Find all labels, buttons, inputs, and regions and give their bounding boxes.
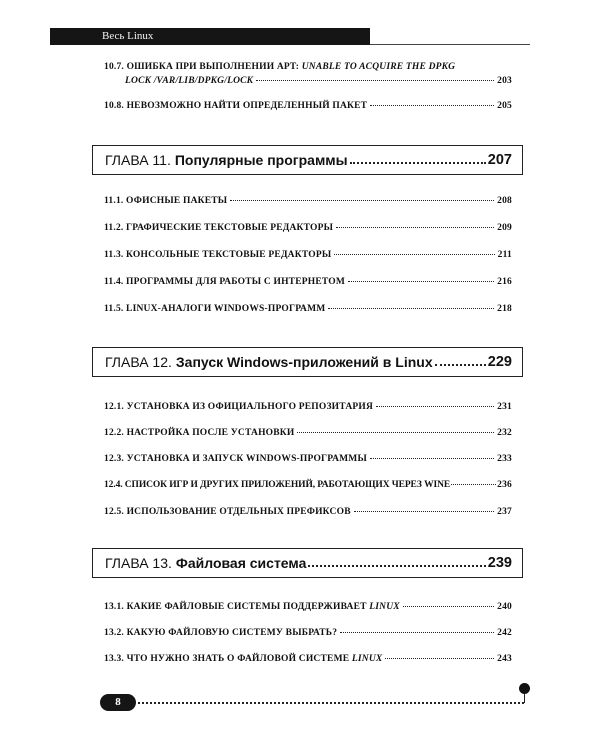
dot-leader	[435, 364, 486, 366]
toc-entry-12-5[interactable]	[104, 507, 512, 517]
dot-leader	[336, 227, 494, 228]
dot-leader	[340, 632, 494, 633]
dot-leader	[403, 606, 494, 607]
toc-entry-label: 11.2. ГРАФИЧЕСКИЕ ТЕКСТОВЫЕ РЕДАКТОРЫ	[104, 223, 334, 233]
toc-entry-11-4[interactable]	[104, 277, 512, 287]
dot-leader	[370, 458, 494, 459]
dot-leader	[297, 432, 494, 433]
toc-entry-12-4[interactable]	[104, 480, 512, 490]
dot-leader	[350, 162, 486, 164]
chapter-13-heading[interactable]	[92, 548, 523, 578]
chapter-label: ГЛАВА 11.	[105, 152, 171, 168]
toc-entry-label: 13.1. КАКИЕ ФАЙЛОВЫЕ СИСТЕМЫ ПОДДЕРЖИВАЕТ LINUX	[104, 602, 400, 612]
toc-entry-label: 11.5. LINUX-АНАЛОГИ WINDOWS-ПРОГРАММ	[104, 304, 326, 314]
chapter-label: ГЛАВА 12.	[105, 354, 172, 370]
footer-ornament-stem	[524, 694, 525, 703]
toc-entry-page: 216	[497, 277, 512, 287]
chapter-12-heading[interactable]	[92, 347, 523, 377]
toc-entry-label: 12.2. НАСТРОЙКА ПОСЛЕ УСТАНОВКИ	[104, 428, 295, 438]
toc-entry-page: 236	[497, 480, 512, 490]
toc-entry-13-1[interactable]	[104, 602, 512, 612]
dot-leader	[256, 80, 494, 81]
running-header-title: Весь Linux	[102, 30, 154, 42]
toc-entry-label: 11.3. КОНСОЛЬНЫЕ ТЕКСТОВЫЕ РЕДАКТОРЫ	[104, 250, 332, 260]
toc-entry-label: 12.5. ИСПОЛЬЗОВАНИЕ ОТДЕЛЬНЫХ ПРЕФИКСОВ	[104, 507, 351, 517]
dot-leader	[348, 281, 494, 282]
toc-entry-label: 11.4. ПРОГРАММЫ ДЛЯ РАБОТЫ С ИНТЕРНЕТОМ	[104, 277, 346, 287]
page-number: 8	[115, 696, 121, 708]
chapter-page: 207	[487, 152, 512, 168]
toc-entry-label: 12.4. СПИСОК ИГР И ДРУГИХ ПРИЛОЖЕНИЙ, РАБОТАЮЩИХ ЧЕРЕЗ WINE	[104, 480, 451, 490]
toc-entry-page: 242	[497, 628, 512, 638]
dot-leader	[308, 565, 485, 567]
toc-entry-page: 203	[497, 76, 512, 86]
toc-entry-label: 11.1. ОФИСНЫЕ ПАКЕТЫ	[104, 196, 228, 206]
chapter-label: ГЛАВА 13.	[105, 555, 172, 571]
dot-leader	[370, 105, 494, 106]
toc-entry-12-3[interactable]	[104, 454, 512, 464]
chapter-title: Файловая система	[175, 555, 307, 571]
footer-ornament-dot	[519, 683, 530, 694]
toc-entry-label: 10.8. НЕВОЗМОЖНО НАЙТИ ОПРЕДЕЛЕННЫЙ ПАКЕТ	[104, 101, 368, 111]
dot-leader	[334, 254, 494, 255]
toc-entry-13-3[interactable]	[104, 654, 512, 664]
toc-entry-11-1[interactable]	[104, 196, 512, 206]
toc-entry-label: 12.1. УСТАНОВКА ИЗ ОФИЦИАЛЬНОГО РЕПОЗИТАРИЯ	[104, 402, 374, 412]
toc-entry-page: 233	[497, 454, 512, 464]
toc-entry-label: 10.7. ОШИБКА ПРИ ВЫПОЛНЕНИИ APT: UNABLE TO ACQUIRE THE DPKG	[104, 62, 456, 72]
toc-entry-page: 209	[497, 223, 512, 233]
chapter-page: 239	[487, 555, 512, 571]
toc-entry-13-2[interactable]	[104, 628, 512, 638]
toc-entry-page: 208	[497, 196, 512, 206]
footer-dot-rule	[138, 702, 524, 704]
toc-entry-page: 218	[497, 304, 512, 314]
toc-entry-11-2[interactable]	[104, 223, 512, 233]
toc-entry-label-continued: LOCK /VAR/LIB/DPKG/LOCK	[125, 76, 254, 86]
chapter-title: Запуск Windows-приложений в Linux	[175, 354, 433, 370]
toc-entry-10-8[interactable]	[104, 101, 512, 111]
toc-entry-11-3[interactable]	[104, 250, 512, 260]
toc-entry-label: 13.2. КАКУЮ ФАЙЛОВУЮ СИСТЕМУ ВЫБРАТЬ?	[104, 628, 338, 638]
page-number-badge	[100, 694, 136, 711]
chapter-title: Популярные программы	[174, 152, 348, 168]
toc-entry-label: 12.3. УСТАНОВКА И ЗАПУСК WINDOWS-ПРОГРАММЫ	[104, 454, 367, 464]
toc-entry-11-5[interactable]	[104, 304, 512, 314]
toc-entry-page: 231	[497, 402, 512, 412]
dot-leader	[328, 308, 494, 309]
toc-entry-12-1[interactable]	[104, 402, 512, 412]
toc-entry-page: 243	[497, 654, 512, 664]
toc-entry-page: 205	[497, 101, 512, 111]
chapter-page: 229	[487, 354, 512, 370]
toc-entry-12-2[interactable]	[104, 428, 512, 438]
toc-entry-page: 211	[497, 250, 512, 260]
toc-entry-page: 240	[497, 602, 512, 612]
running-header	[50, 28, 370, 45]
toc-entry-10-7[interactable]	[104, 62, 512, 86]
toc-entry-label: 13.3. ЧТО НУЖНО ЗНАТЬ О ФАЙЛОВОЙ СИСТЕМЕ LINUX	[104, 654, 383, 664]
chapter-11-heading[interactable]	[92, 145, 523, 175]
header-rule	[370, 44, 530, 45]
dot-leader	[354, 511, 494, 512]
dot-leader	[230, 200, 494, 201]
dot-leader	[451, 484, 496, 485]
dot-leader	[376, 406, 494, 407]
toc-entry-page: 237	[497, 507, 512, 517]
toc-entry-page: 232	[497, 428, 512, 438]
dot-leader	[385, 658, 494, 659]
